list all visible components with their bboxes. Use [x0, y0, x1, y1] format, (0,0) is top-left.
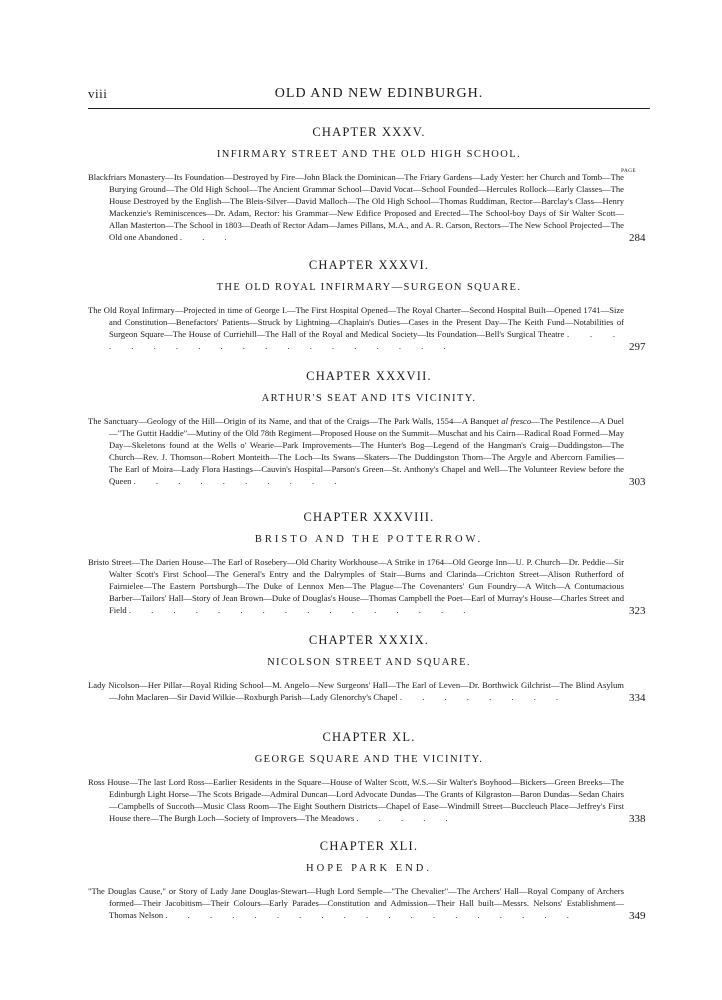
chapter-41	[88, 839, 650, 921]
chapter-title: GEORGE SQUARE AND THE VICINITY.	[254, 754, 484, 765]
chapter-number: CHAPTER XXXV.	[312, 125, 426, 139]
chapter-contents: The Old Royal Infirmary—Projected in time of George I.—The First Hospital Opened—The Royal Charter—Second Hospital Built—Opened 1741—Size and Constitution—Benefactors' Patients—Struck by Lightning—Chaplain's Duties—Cases in the Present Day—The Keith Fund—Notabilities of Surgeon Square—The House of Curriehill—The Hall of the Royal and Medical Society—Its Foundation—Bell's Surgical Theatre . . . . . . . . . . . . . . . . . . . 297	[88, 305, 646, 353]
chapter-38	[88, 510, 650, 616]
chapter-title: NICOLSON STREET AND SQUARE.	[267, 657, 471, 668]
chapter-number: CHAPTER XXXIX.	[308, 633, 430, 647]
contents-text: Ross House—The last Lord Ross—Earlier Residents in the Square—House of Walter Scott, W.S.—Sir Walter's Boyhood—Bickers—Green Breeks—The Edinburgh Light Horse—The Scots Brigade—Admiral Duncan—Lord Advocate Dundas—The Grants of Kilgraston—Baron Dundas—Sedan Chairs—Campbells of Succoth—Music Class Room—The Eight Southern Districts—Chapel of Ease—Windmill Street—Buccleuch Place—Jeffrey's First House there—The Burgh Loch—Society of Improvers—The Meadows	[88, 777, 624, 823]
chapter-contents: Bristo Street—The Darien House—The Earl of Rosebery—Old Charity Workhouse—A Strike in 1764—Old George Inn—U. P. Church—Dr. Peddie—Sir Walter Scott's First School—The General's Entry and the Dalrymples of Stair—Burns and Clarinda—Crichton Street—Alison Rutherford of Fairnielee—The Eastern Portsburgh—The Duke of Lennox Men—The Plague—The Covenanters' Gun Foundry—A Witch—A Contumacious Barber—Tailors' Hall—Story of Jean Brown—Duke of Douglas's House—Thomas Campbell the Poet—Earl of Murray's House—Charles Street and Field . . . . . . . . . . . . . . . . 323	[88, 557, 646, 617]
chapter-37	[88, 369, 650, 487]
page-folio: viii	[88, 86, 108, 101]
dot-leader: . . . . .	[356, 813, 457, 823]
contents-text: The Old Royal Infirmary—Projected in time of George I.—The First Hospital Opened—The Royal Charter—Second Hospital Built—Opened 1741—Size and Constitution—Benefactors' Patients—Struck by Lightning—Chaplain's Duties—Cases in the Present Day—The Keith Fund—Notabilities of Surgeon Square—The House of Curriehill—The Hall of the Royal and Medical Society—Its Foundation—Bell's Surgical Theatre	[88, 305, 624, 339]
dot-leader: . . .	[179, 232, 236, 242]
chapter-title: INFIRMARY STREET AND THE OLD HIGH SCHOOL.	[216, 149, 522, 160]
chapter-number: CHAPTER XXXVII.	[306, 369, 432, 383]
chapter-contents: The Sanctuary—Geology of the Hill—Origin of its Name, and that of the Craigs—The Park Walls, 1554—A Banquet al fresco—The Pestilence—A Duel—"The Guttit Haddie"—Mutiny of the Old 78th Regiment—Proposed House on the Summit—Muschat and his Cairn—Radical Road Formed—May Day—Skeletons found at the Wells o' Wearie—Park Improvements—The Hunter's Bog—Legend of the Hangman's Craig—Duddingston—The Church—Rev. J. Thomson—Robert Monteith—The Loch—Its Swans—Skaters—The Duddingston Thorn—The Argyle and Abercorn Families—The Earl of Moira—Lady Flora Hastings—Cauvin's Hospital—Parson's Green—St. Anthony's Chapel and Well—The Volunteer Review before the Queen . . . . . . . . . . 303	[88, 416, 646, 488]
chapter-contents: Ross House—The last Lord Ross—Earlier Residents in the Square—House of Walter Scott, W.S.—Sir Walter's Boyhood—Bickers—Green Breeks—The Edinburgh Light Horse—The Scots Brigade—Admiral Duncan—Lord Advocate Dundas—The Grants of Kilgraston—Baron Dundas—Sedan Chairs—Campbells of Succoth—Music Class Room—The Eight Southern Districts—Chapel of Ease—Windmill Street—Buccleuch Place—Jeffrey's First House there—The Burgh Loch—Society of Improvers—The Meadows . . . . . 338	[88, 777, 646, 825]
dot-leader: . . . . . . . . . . . . . . . . . . .	[109, 329, 624, 351]
chapter-number: CHAPTER XLI.	[319, 839, 419, 853]
chapter-36	[88, 258, 650, 352]
dot-leader: . . . . . . . . . .	[133, 476, 346, 486]
chapter-title: BRISTO AND THE POTTERROW.	[254, 534, 484, 545]
chapter-39	[88, 633, 650, 703]
contents-text: Lady Nicolson—Her Pillar—Royal Riding School—M. Angelo—New Surgeons' Hall—The Earl of Leven—Dr. Borthwick Gilchrist—The Blind Asylum—John Maclaren—Sir David Wilkie—Roxburgh Parish—Lady Glenorchy's Chapel	[88, 680, 624, 702]
chapter-contents: "The Douglas Cause," or Story of Lady Jane Douglas-Stewart—Hugh Lord Semple—"The Chevalier"—The Archers' Hall—Royal Company of Archers formed—Their Jacobitism—Their Colours—Early Parades—Constitution and Admission—Their Hall built—Messrs. Nelsons' Establishment—Thomas Nelson . . . . . . . . . . . . . . . . . . . 349	[88, 886, 646, 922]
contents-text: The Sanctuary—Geology of the Hill—Origin of its Name, and that of the Craigs—The Park Walls, 1554—A Banquet	[88, 416, 502, 426]
contents-text: Blackfriars Monastery—Its Foundation—Destroyed by Fire—John Black the Dominican—The Friary Gardens—Lady Yester: her Church and Tomb—The Burying Ground—The Old High School—The Ancient Grammar School—David Vocat—School Founded—Hercules Rollock—Early Classes—The House Destroyed by the English—The Bleis-Silver—David Malloch—The Old High School—Thomas Ruddiman, Rector—Barclay's Class—Henry Mackenzie's Reminiscences—Dr. Adam, Rector: his Grammar—New Edifice Proposed and Erected—The School-boy Days of Sir Walter Scott—Allan Masterton—The School in 1803—Death of Rector Adam—James Pillans, M.A., and A. R. Carson, Rectors—The New School Projected—The Old one Abandoned	[88, 172, 624, 242]
contents-text: Bristo Street—The Darien House—The Earl of Rosebery—Old Charity Workhouse—A Strike in 1764—Old George Inn—U. P. Church—Dr. Peddie—Sir Walter Scott's First School—The General's Entry and the Dalrymples of Stair—Burns and Clarinda—Crichton Street—Alison Rutherford of Fairnielee—The Eastern Portsburgh—The Duke of Lennox Men—The Plague—The Covenanters' Gun Foundry—A Witch—A Contumacious Barber—Tailors' Hall—Story of Jean Brown—Duke of Douglas's House—Thomas Campbell the Poet—Earl of Murray's House—Charles Street and Field	[88, 557, 624, 615]
chapter-40	[88, 730, 650, 824]
header-rule	[88, 108, 650, 109]
chapter-title: ARTHUR'S SEAT AND ITS VICINITY.	[261, 393, 477, 404]
running-title: OLD AND NEW EDINBURGH.	[274, 86, 484, 101]
chapter-title: HOPE PARK END.	[306, 863, 432, 874]
chapter-35	[88, 125, 650, 243]
contents-italic: al fresco	[501, 416, 532, 426]
contents-text: "The Douglas Cause," or Story of Lady Jane Douglas-Stewart—Hugh Lord Semple—"The Chevalier"—The Archers' Hall—Royal Company of Archers formed—Their Jacobitism—Their Colours—Early Parades—Constitution and Admission—Their Hall built—Messrs. Nelsons' Establishment—Thomas Nelson	[88, 886, 624, 920]
chapter-title: THE OLD ROYAL INFIRMARY—SURGEON SQUARE.	[216, 282, 522, 293]
dot-leader: . . . . . . . . . . . . . . . . . . .	[165, 910, 578, 920]
chapter-number: CHAPTER XXXVIII.	[303, 510, 435, 524]
chapter-number: CHAPTER XXXVI.	[308, 258, 430, 272]
running-header	[88, 86, 650, 106]
contents-text: —The Pestilence—A Duel—"The Guttit Haddie"—Mutiny of the Old 78th Regiment—Proposed House on the Summit—Muschat and his Cairn—Radical Road Formed—May Day—Skeletons found at the Wells o' Wearie—Park Improvements—The Hunter's Bog—Legend of the Hangman's Craig—Duddingston—The Church—Rev. J. Thomson—Robert Monteith—The Loch—Its Swans—Skaters—The Duddingston Thorn—The Argyle and Abercorn Families—The Earl of Moira—Lady Flora Hastings—Cauvin's Hospital—Parson's Green—St. Anthony's Chapel and Well—The Volunteer Review before the Queen	[109, 416, 625, 486]
chapter-contents: Lady Nicolson—Her Pillar—Royal Riding School—M. Angelo—New Surgeons' Hall—The Earl of Leven—Dr. Borthwick Gilchrist—The Blind Asylum—John Maclaren—Sir David Wilkie—Roxburgh Parish—Lady Glenorchy's Chapel . . . . . . . . 334	[88, 680, 646, 704]
dot-leader: . . . . . . . . . . . . . . . .	[128, 605, 475, 615]
chapter-contents: PAGE Blackfriars Monastery—Its Foundation—Destroyed by Fire—John Black the Dominican—The Friary Gardens—Lady Yester: her Church and Tomb—The Burying Ground—The Old High School—The Ancient Grammar School—David Vocat—School Founded—Hercules Rollock—Early Classes—The House Destroyed by the English—The Bleis-Silver—David Malloch—The Old High School—Thomas Ruddiman, Rector—Barclay's Class—Henry Mackenzie's Reminiscences—Dr. Adam, Rector: his Grammar—New Edifice Proposed and Erected—The School-boy Days of Sir Walter Scott—Allan Masterton—The School in 1803—Death of Rector Adam—James Pillans, M.A., and A. R. Carson, Rectors—The New School Projected—The Old one Abandoned . . . 284	[88, 168, 646, 244]
dot-leader: . . . . . . . .	[399, 692, 568, 702]
chapter-number: CHAPTER XL.	[322, 730, 416, 744]
